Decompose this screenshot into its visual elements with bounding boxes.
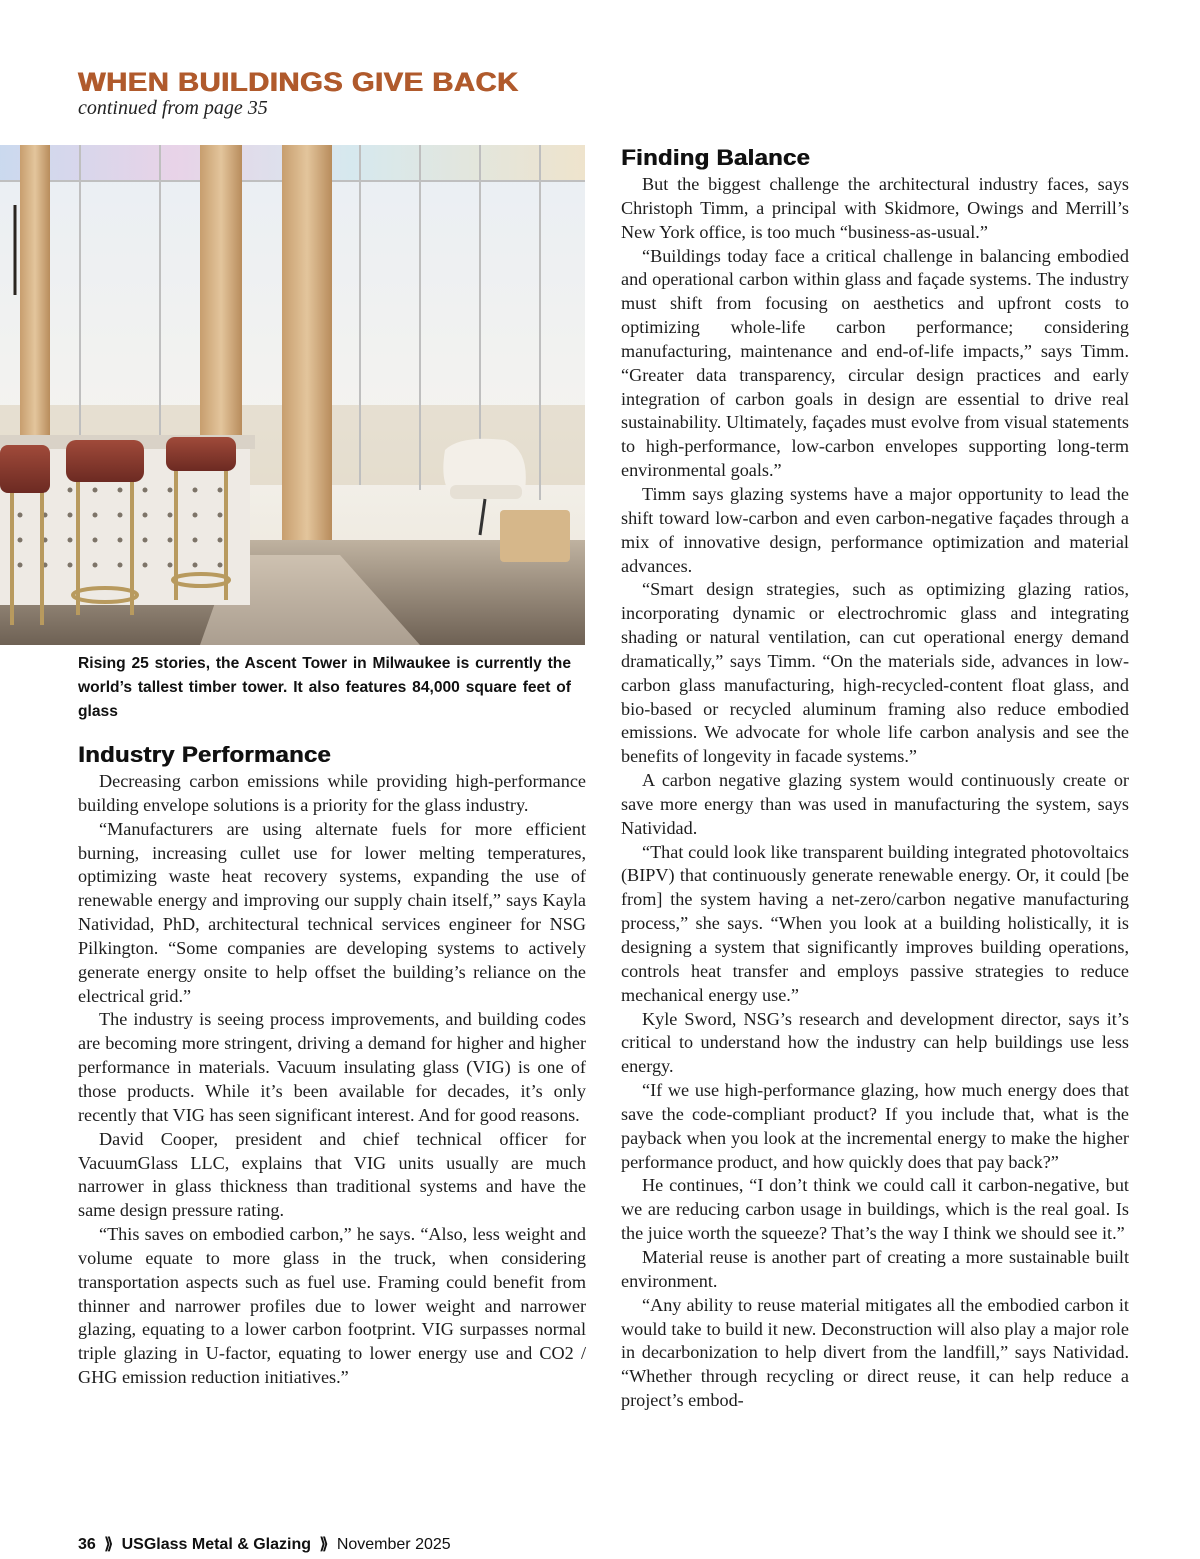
left-paragraph: David Cooper, president and chief technical officer for VacuumGlass LLC, explains that VIG units usually are much narrower in glass thickness than traditional systems and have the same design pressure rating. xyxy=(78,1128,586,1221)
left-paragraph: “This saves on embodied carbon,” he says. “Also, less weight and volume equate to more glass in the truck, when considering transportation aspects such as fuel use. Framing could benefit from thinner and narrower profiles due to lower weight and narrower glazing, equating to a lower carbon footprint. VIG surpasses normal triple glazing in U-factor, equating to lower energy use and CO2 / GHG emission reduction initiatives.” xyxy=(78,1224,586,1388)
right-paragraph: “Smart design strategies, such as optimizing glazing ratios, incorporating dynamic or electrochromic glass and integrating shading or natural ventilation, can cut operational energy demand dramatically,” says Timm. “On the materials side, advances in low-carbon glass manufacturing, high-recycled-content float glass, and bio-based or recycled aluminum framing also reduce embodied emissions. We advocate for whole life carbon analysis and see the benefits of longevity in facade systems.” xyxy=(621,579,1129,767)
issue-date: November 2025 xyxy=(336,1536,451,1553)
photo-caption: Rising 25 stories, the Ascent Tower in Milwaukee is currently the world’s tallest timber tower. It also features 84,000 square feet of glass xyxy=(78,655,571,720)
publication-name: USGlass Metal & Glazing xyxy=(121,1536,311,1553)
page-footer xyxy=(78,1534,451,1554)
page-number: 36 xyxy=(78,1536,96,1553)
left-paragraph: The industry is seeing process improvements, and building codes are becoming more stringent, driving a demand for higher and higher performance in materials. Vacuum insulating glass (VIG) is one of those products. While it’s been available for decades, it’s only recently that VIG has seen significant interest. And for good reasons. xyxy=(78,1009,586,1125)
footer-separator-icon: ⟫ xyxy=(319,1536,329,1553)
right-paragraph: But the biggest challenge the architectural industry faces, says Christoph Timm, a principal with Skidmore, Owings and Merrill’s New York office, is too much “business-as-usual.” xyxy=(621,174,1129,242)
industry-performance-heading: Industry Performance xyxy=(78,742,331,767)
right-paragraph: “That could look like transparent building integrated photovoltaics (BIPV) that continuously generate renewable energy. Or, it could [be from] the system having a net-zero/carbon negative manufacturing process,” she says. “When you look at a building holistically, it is designing a system that significantly improves building operations, controls heat transfer and employs passive strategies to reduce mechanical energy use.” xyxy=(621,841,1129,1005)
left-column xyxy=(78,740,586,1390)
finding-balance-heading: Finding Balance xyxy=(621,145,810,170)
left-paragraph: “Manufacturers are using alternate fuels for more efficient burning, increasing cullet use for lower melting temperatures, optimizing waste heat recovery systems, expanding the use of renewable energy and improving our supply chain itself,” says Kayla Natividad, PhD, architectural technical services engineer for NSG Pilkington. “Some companies are developing systems to actively generate energy onsite to help offset the building’s reliance on the electrical grid.” xyxy=(78,818,586,1006)
right-paragraph: “If we use high-performance glazing, how much energy does that save the code-compliant product? If you include that, what is the payback when you look at the incremental energy to make the higher performance product, and how quickly does that pay back?” xyxy=(621,1080,1129,1172)
right-paragraph: “Buildings today face a critical challenge in balancing embodied and operational carbon within glass and façade systems. The industry must shift from focusing on aesthetics and upfront costs to optimizing whole-life carbon performance; considering manufacturing, maintenance and end-of-life impacts,” says Timm. “Greater data transparency, circular design practices and early integration of carbon goals in design are essential to drive real sustainability. Ultimately, façades must evolve from visual statements to high-performance, low-carbon envelopes supporting long-term environmental goals.” xyxy=(621,245,1129,481)
right-paragraph: “Any ability to reuse material mitigates all the embodied carbon it would take to build it new. Deconstruction will also play a major role in decarbonization to help divert from the landfill,” says Natividad. “Whether through recycling or direct reuse, it can help reduce a project’s embod- xyxy=(621,1294,1129,1411)
right-paragraph: A carbon negative glazing system would continuously create or save more energy than was used in manufacturing the system, says Natividad. xyxy=(621,770,1129,838)
ascent-tower-interior-photo xyxy=(0,145,585,645)
right-column xyxy=(621,143,1129,1413)
footer-separator-icon: ⟫ xyxy=(104,1536,114,1553)
right-paragraph: Timm says glazing systems have a major opportunity to lead the shift toward low-carbon and even carbon-negative façades through a mix of innovative design, performance optimization and material advances. xyxy=(621,483,1129,576)
continued-note: continued from page 35 xyxy=(78,97,268,119)
right-paragraph: Kyle Sword, NSG’s research and development director, says it’s critical to understand how the industry can help buildings use less energy. xyxy=(621,1008,1129,1077)
left-paragraph: Decreasing carbon emissions while providing high-performance building envelope solutions is a priority for the glass industry. xyxy=(78,771,586,815)
section-kicker: WHEN BUILDINGS GIVE BACK xyxy=(78,67,519,97)
right-paragraph: Material reuse is another part of creating a more sustainable built environment. xyxy=(621,1246,1129,1291)
right-paragraph: He continues, “I don’t think we could call it carbon-negative, but we are reducing carbon usage in buildings, which is the real goal. Is the juice worth the squeeze? That’s the way I think we should see it.” xyxy=(621,1175,1129,1244)
